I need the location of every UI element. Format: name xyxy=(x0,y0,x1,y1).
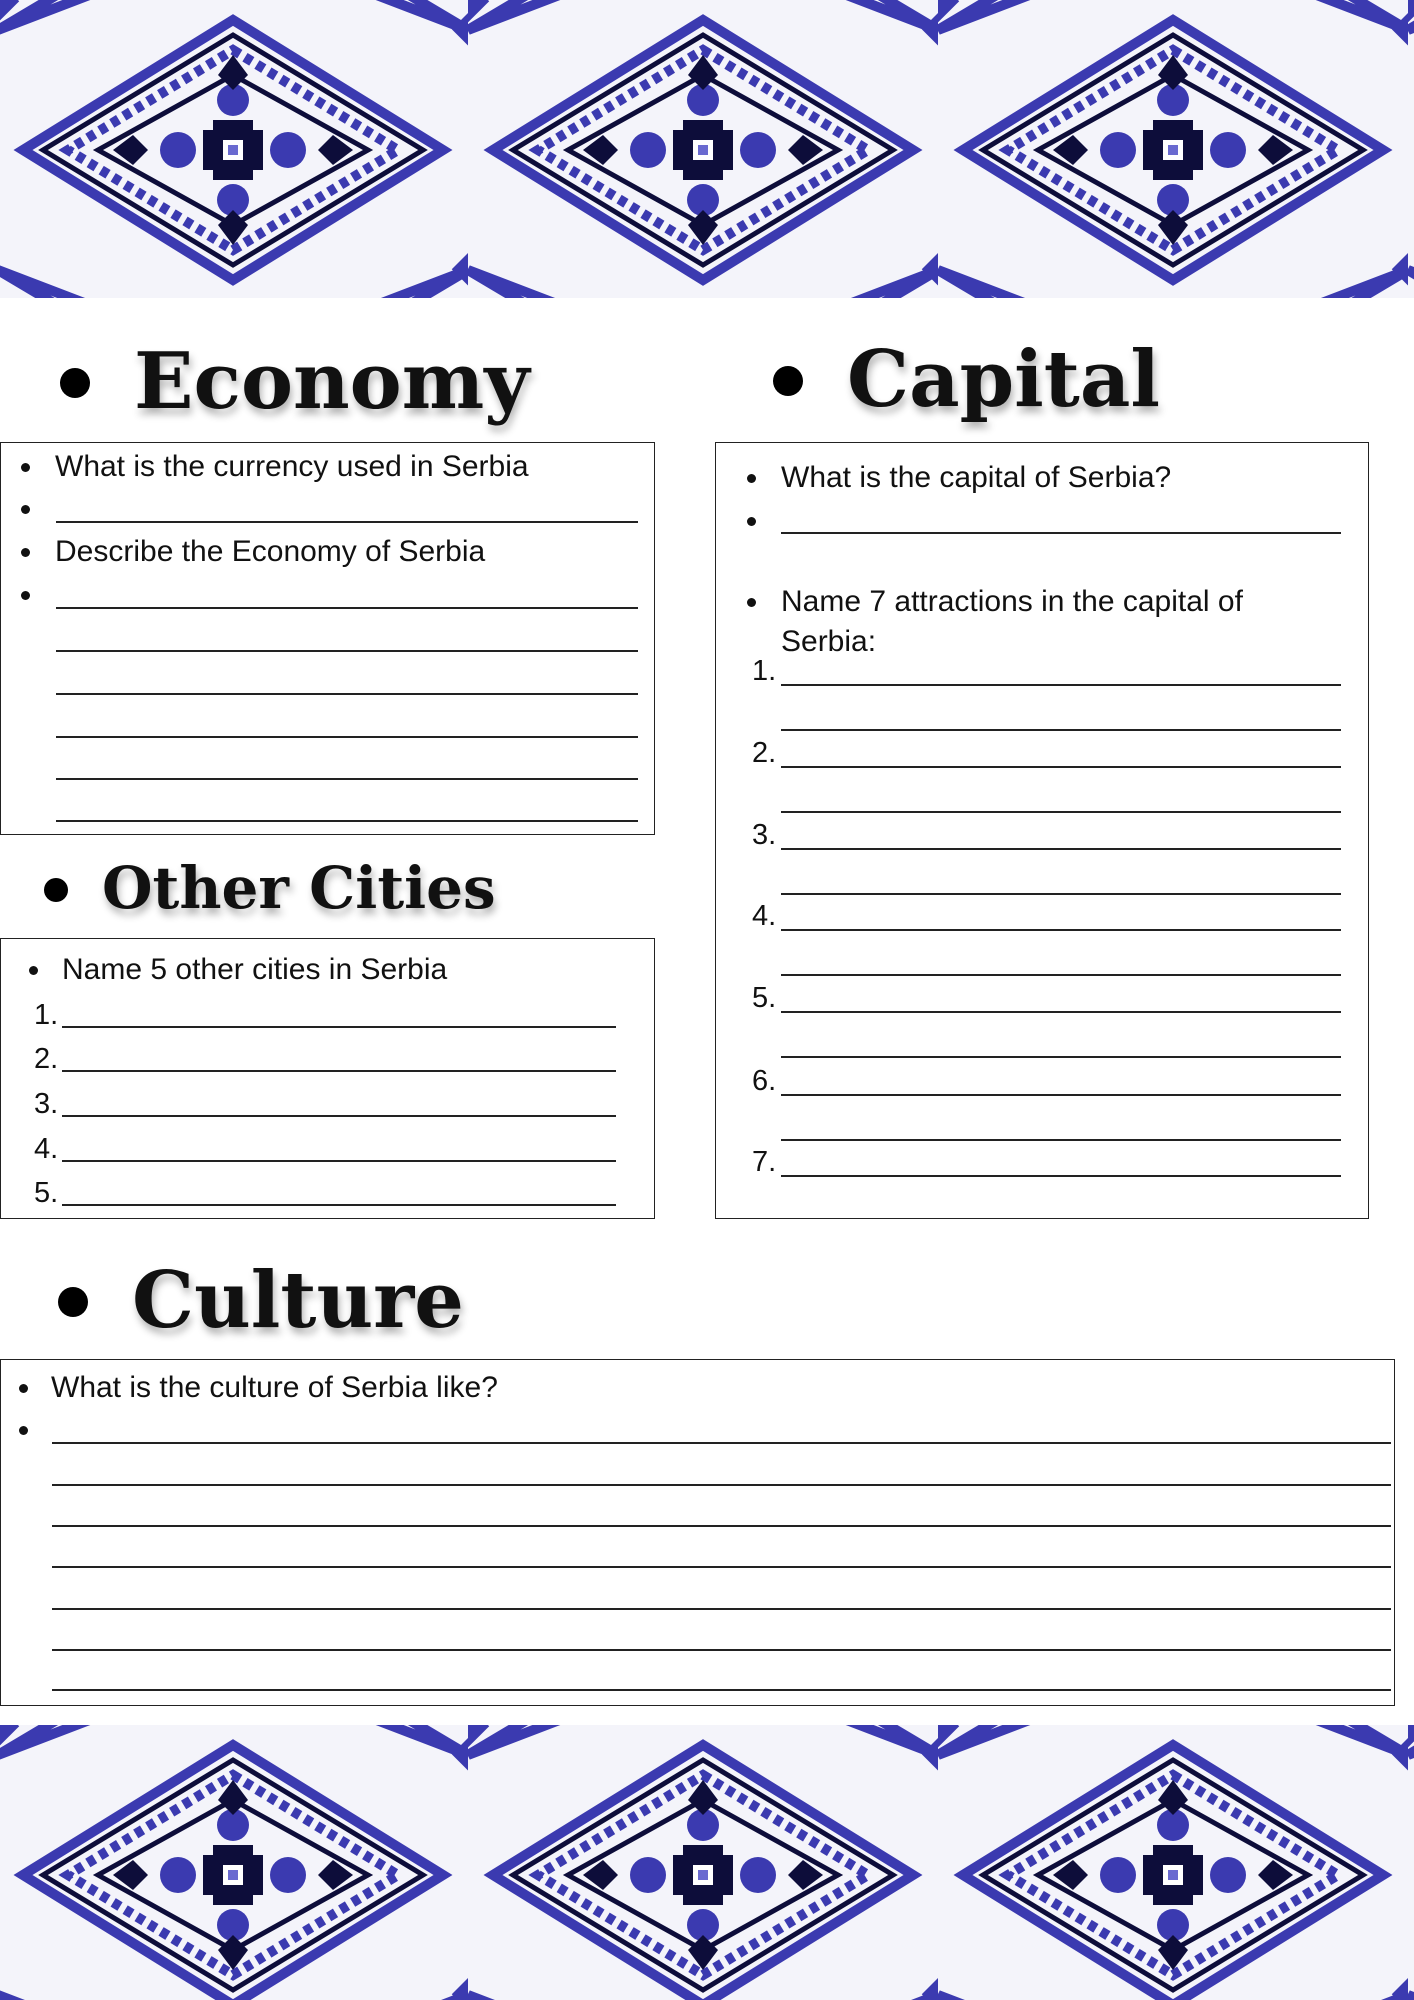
bullet-icon xyxy=(19,1384,28,1393)
top-embroidery-banner xyxy=(0,0,1414,298)
item-number: 7. xyxy=(752,1146,777,1178)
attraction-answer-line[interactable] xyxy=(781,1011,1341,1013)
attraction-answer-line[interactable] xyxy=(781,974,1341,976)
other-cities-box xyxy=(0,938,655,1219)
economy-answer-line[interactable] xyxy=(56,778,638,780)
item-number: 5. xyxy=(752,982,777,1014)
attraction-answer-line[interactable] xyxy=(781,1175,1341,1177)
bullet-icon xyxy=(21,463,30,472)
economy-answer-line[interactable] xyxy=(56,820,638,822)
city-answer-line[interactable] xyxy=(62,1070,616,1072)
attractions-question-cont: Serbia: xyxy=(781,625,877,658)
attraction-answer-line[interactable] xyxy=(781,1094,1341,1096)
culture-heading: Culture xyxy=(132,1255,464,1346)
item-number: 2. xyxy=(34,1043,59,1075)
economy-answer-line[interactable] xyxy=(56,650,638,652)
item-number: 3. xyxy=(34,1088,59,1120)
attraction-answer-line[interactable] xyxy=(781,1139,1341,1141)
capital-answer-line[interactable] xyxy=(781,532,1341,534)
item-number: 1. xyxy=(752,655,777,687)
city-answer-line[interactable] xyxy=(62,1204,616,1206)
economy-answer-line[interactable] xyxy=(56,693,638,695)
item-number: 5. xyxy=(34,1177,59,1209)
attraction-answer-line[interactable] xyxy=(781,729,1341,731)
item-number: 4. xyxy=(752,900,777,932)
culture-answer-line[interactable] xyxy=(52,1484,1391,1486)
heading-bullet-icon xyxy=(44,878,68,902)
attraction-answer-line[interactable] xyxy=(781,848,1341,850)
economy-answer-line[interactable] xyxy=(56,607,638,609)
bullet-icon xyxy=(29,966,38,975)
culture-answer-line[interactable] xyxy=(52,1608,1391,1610)
bullet-icon xyxy=(19,1426,28,1435)
culture-answer-line[interactable] xyxy=(52,1689,1391,1691)
attractions-question: Name 7 attractions in the capital of xyxy=(781,585,1243,618)
capital-heading: Capital xyxy=(847,334,1160,425)
currency-answer-line[interactable] xyxy=(56,521,638,523)
economy-box xyxy=(0,442,655,835)
bullet-icon xyxy=(747,517,756,526)
city-answer-line[interactable] xyxy=(62,1160,616,1162)
bullet-icon xyxy=(21,505,30,514)
item-number: 4. xyxy=(34,1133,59,1165)
attraction-answer-line[interactable] xyxy=(781,766,1341,768)
bottom-embroidery-banner xyxy=(0,1725,1414,2000)
culture-box xyxy=(0,1359,1395,1706)
bullet-icon xyxy=(21,548,30,557)
heading-bullet-icon xyxy=(58,1287,88,1317)
economy-heading: Economy xyxy=(134,336,530,427)
item-number: 2. xyxy=(752,737,777,769)
heading-bullet-icon xyxy=(773,366,803,396)
bullet-icon xyxy=(747,474,756,483)
other-cities-heading: Other Cities xyxy=(102,854,496,922)
attraction-answer-line[interactable] xyxy=(781,1056,1341,1058)
city-answer-line[interactable] xyxy=(62,1115,616,1117)
city-answer-line[interactable] xyxy=(62,1026,616,1028)
bullet-icon xyxy=(747,598,756,607)
attraction-answer-line[interactable] xyxy=(781,811,1341,813)
attraction-answer-line[interactable] xyxy=(781,893,1341,895)
culture-answer-line[interactable] xyxy=(52,1649,1391,1651)
heading-bullet-icon xyxy=(60,368,90,398)
culture-answer-line[interactable] xyxy=(52,1525,1391,1527)
economy-answer-line[interactable] xyxy=(56,736,638,738)
attraction-answer-line[interactable] xyxy=(781,684,1341,686)
capital-question: What is the capital of Serbia? xyxy=(781,461,1172,494)
culture-answer-line[interactable] xyxy=(52,1442,1391,1444)
attraction-answer-line[interactable] xyxy=(781,929,1341,931)
item-number: 3. xyxy=(752,819,777,851)
economy-question-describe: Describe the Economy of Serbia xyxy=(55,535,486,568)
capital-box xyxy=(715,442,1369,1219)
other-cities-prompt: Name 5 other cities in Serbia xyxy=(62,953,448,986)
economy-question-currency: What is the currency used in Serbia xyxy=(55,450,529,483)
culture-answer-line[interactable] xyxy=(52,1566,1391,1568)
culture-question: What is the culture of Serbia like? xyxy=(51,1371,498,1404)
bullet-icon xyxy=(21,591,30,600)
item-number: 6. xyxy=(752,1065,777,1097)
item-number: 1. xyxy=(34,999,59,1031)
